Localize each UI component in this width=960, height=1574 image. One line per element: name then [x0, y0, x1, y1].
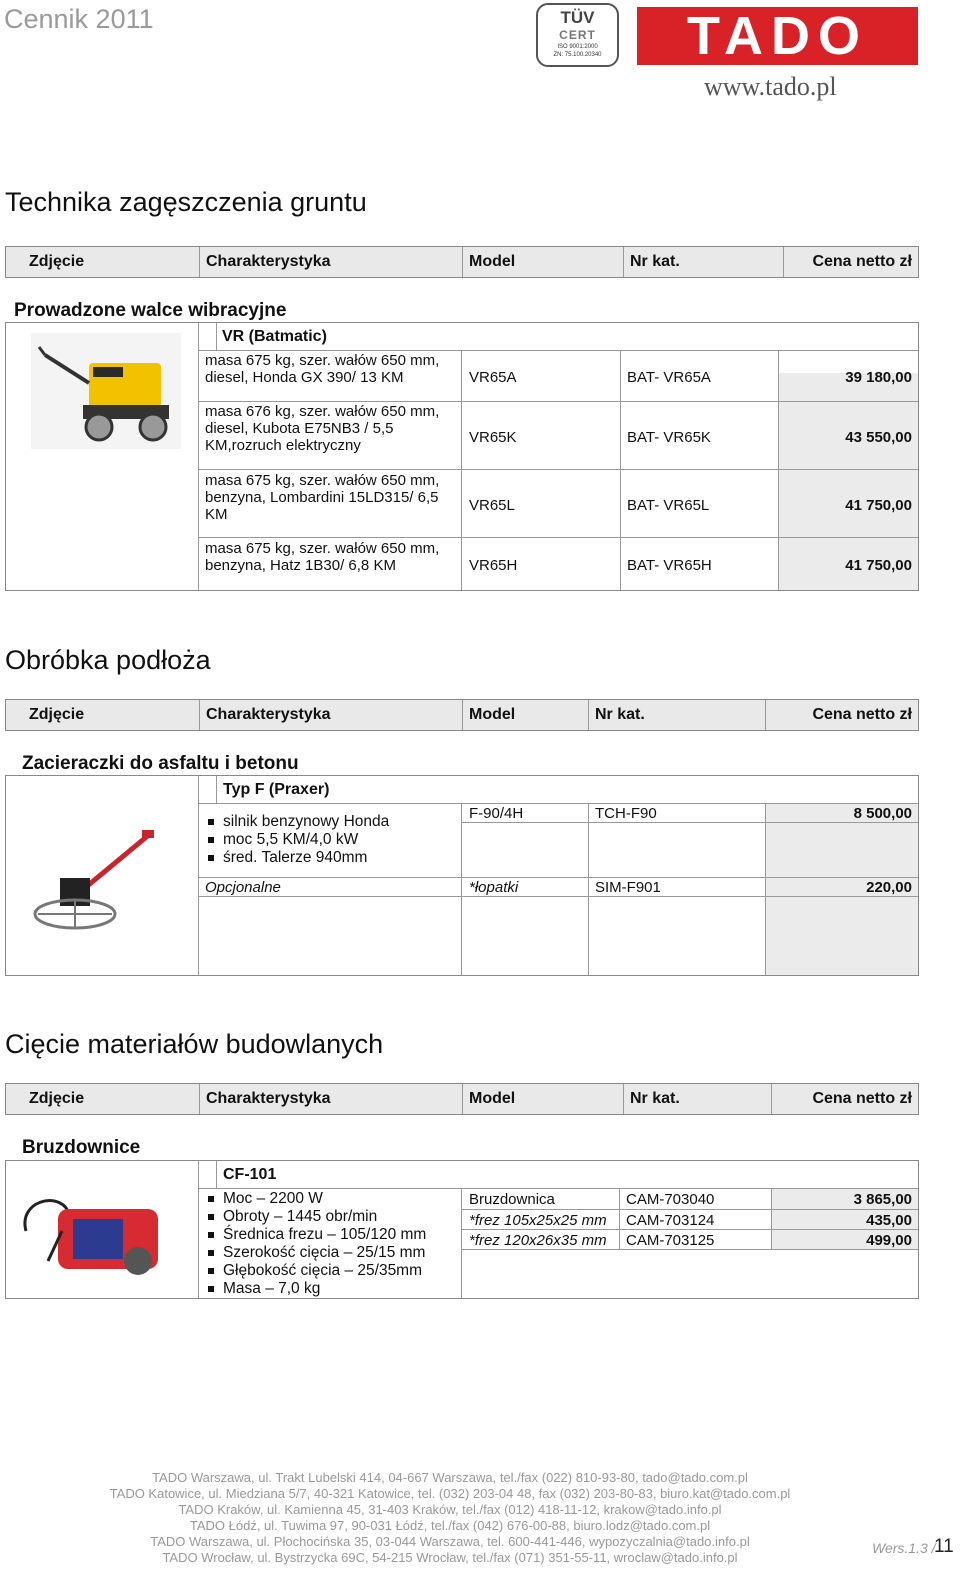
- group-title-wall-chasers: Bruzdownice: [22, 1137, 141, 1158]
- tuv-cert-text: CERT: [559, 28, 596, 42]
- subhead-cf-101: CF-101: [223, 1166, 277, 1183]
- table-header: [5, 1083, 919, 1115]
- table-header: [5, 699, 919, 731]
- header-photo: Zdjęcie: [29, 1090, 85, 1107]
- row-price: 499,00: [866, 1232, 912, 1249]
- footer-address: TADO Katowice, ul. Miedziana 5/7, 40-321 Katowice, tel. (032) 203-04 48, fax (032) 203-80-83, biuro.kat@tado.com.pl: [109, 1486, 791, 1501]
- header-photo: Zdjęcie: [29, 706, 85, 723]
- row-price: 8 500,00: [853, 805, 912, 822]
- spec-item: silnik benzynowy Honda: [205, 813, 455, 831]
- header-catalog-number: Nr kat.: [623, 1084, 771, 1114]
- row-catalog-number: CAM-703124: [626, 1212, 715, 1229]
- spec-item: Masa – 7,0 kg: [205, 1280, 461, 1298]
- document-title: Cennik 2011: [4, 4, 154, 34]
- header-characteristics: Charakterystyka: [199, 247, 462, 277]
- trowel-photo: [30, 828, 180, 944]
- section-title-surface-treatment: Obróbka podłoża: [5, 645, 211, 675]
- tuv-logo-text: TÜV: [560, 8, 595, 27]
- row-price: 41 750,00: [845, 497, 912, 514]
- spec-item: śred. Talerze 940mm: [205, 849, 455, 867]
- header-model: Model: [462, 1084, 623, 1114]
- row-catalog-number: BAT- VR65L: [627, 497, 710, 514]
- header-photo: Zdjęcie: [29, 253, 85, 270]
- row-catalog-number: CAM-703125: [626, 1232, 715, 1249]
- row-price: 43 550,00: [845, 429, 912, 446]
- row-optional-label: Opcjonalne: [205, 879, 281, 896]
- footer-address: TADO Wrocław, ul. Bystrzycka 69C, 54-215 Wrocław, tel./fax (071) 351-55-11, wroclaw@tado.info.pl: [162, 1550, 738, 1565]
- header-price: Cena netto zł: [765, 700, 918, 730]
- row-catalog-number: BAT- VR65K: [627, 429, 711, 446]
- row-model: *frez 120x26x35 mm: [469, 1232, 607, 1249]
- header-price: Cena netto zł: [783, 247, 918, 277]
- footer-address: TADO Warszawa, ul. Płochocińska 35, 03-044 Warszawa, tel. 600-441-446, wypozyczalnia@tado.info.pl: [150, 1534, 750, 1549]
- roller-photo: [31, 333, 181, 449]
- row-price: 3 865,00: [853, 1191, 912, 1208]
- row-catalog-number: SIM-F901: [595, 879, 661, 896]
- tuv-zn-text: ZN: 75.100.20340: [553, 52, 602, 58]
- wall-chaser-photo: [18, 1191, 168, 1286]
- row-model: VR65K: [469, 429, 517, 446]
- header-characteristics: Charakterystyka: [199, 1084, 462, 1114]
- page-number: 11: [934, 1536, 954, 1557]
- header-catalog-number: Nr kat.: [588, 700, 765, 730]
- row-characteristics: masa 675 kg, szer. wałów 650 mm, diesel, Honda GX 390/ 13 KM: [205, 352, 440, 386]
- row-model: F-90/4H: [469, 805, 524, 822]
- table-header: [5, 246, 919, 278]
- spec-item: Średnica frezu – 105/120 mm: [205, 1226, 461, 1244]
- row-catalog-number: CAM-703040: [626, 1191, 715, 1208]
- wall-chaser-spec-list: [205, 1190, 461, 1298]
- document-version: Wers.1.3 /: [872, 1540, 936, 1556]
- product-table-wall-chasers: [5, 1160, 919, 1299]
- row-price: 41 750,00: [845, 557, 912, 574]
- spec-item: Głębokość cięcia – 25/35mm: [205, 1262, 461, 1280]
- product-table-trowels: [5, 775, 919, 976]
- group-title-vibratory-rollers: Prowadzone walce wibracyjne: [14, 300, 287, 321]
- product-table-rollers: [5, 322, 919, 591]
- row-catalog-number: BAT- VR65A: [627, 369, 711, 386]
- tuv-cert-logo: [536, 3, 619, 67]
- footer-address: TADO Łódź, ul. Tuwima 97, 90-031 Łódź, tel./fax (042) 676-00-88, biuro.lodz@tado.com.pl: [189, 1518, 711, 1533]
- section-title-soil-compaction: Technika zagęszczenia gruntu: [5, 187, 367, 217]
- tado-website-link[interactable]: www.tado.pl: [704, 72, 837, 101]
- row-model: VR65H: [469, 557, 518, 574]
- tuv-iso-text: ISO 9001:2000: [557, 44, 598, 50]
- row-price: 220,00: [866, 879, 912, 896]
- header-model: Model: [462, 700, 588, 730]
- row-price: 435,00: [866, 1212, 912, 1229]
- trowel-spec-list: [205, 813, 455, 867]
- header-characteristics: Charakterystyka: [199, 700, 462, 730]
- row-model: Bruzdownica: [469, 1191, 555, 1208]
- row-price: 39 180,00: [845, 369, 912, 386]
- row-model: VR65A: [469, 369, 517, 386]
- row-characteristics: masa 675 kg, szer. wałów 650 mm, benzyna, Lombardini 15LD315/ 6,5 KM: [205, 472, 440, 523]
- row-catalog-number: BAT- VR65H: [627, 557, 712, 574]
- row-catalog-number: TCH-F90: [595, 805, 657, 822]
- row-characteristics: masa 675 kg, szer. wałów 650 mm, benzyna, Hatz 1B30/ 6,8 KM: [205, 540, 440, 574]
- spec-item: Szerokość cięcia – 25/15 mm: [205, 1244, 461, 1262]
- section-title-cutting: Cięcie materiałów budowlanych: [5, 1029, 384, 1059]
- spec-item: Moc – 2200 W: [205, 1190, 461, 1208]
- tado-logo: TADO: [637, 7, 918, 65]
- row-model: *łopatki: [469, 879, 519, 896]
- header-model: Model: [462, 247, 623, 277]
- spec-item: moc 5,5 KM/4,0 kW: [205, 831, 455, 849]
- footer-address: TADO Warszawa, ul. Trakt Lubelski 414, 04-667 Warszawa, tel./fax (022) 810-93-80, tado@tado.com.pl: [152, 1470, 748, 1485]
- subhead-vr-batmatic: VR (Batmatic): [222, 328, 327, 345]
- row-model: *frez 105x25x25 mm: [469, 1212, 607, 1229]
- spec-item: Obroty – 1445 obr/min: [205, 1208, 461, 1226]
- group-title-power-trowels: Zacieraczki do asfaltu i betonu: [22, 753, 299, 774]
- row-model: VR65L: [469, 497, 515, 514]
- header-price: Cena netto zł: [771, 1084, 918, 1114]
- subhead-type-f-praxer: Typ F (Praxer): [223, 781, 330, 798]
- row-characteristics: masa 676 kg, szer. wałów 650 mm, diesel, Kubota E75NB3 / 5,5 KM,rozruch elektryczny: [205, 403, 440, 454]
- header-catalog-number: Nr kat.: [623, 247, 783, 277]
- footer-address: TADO Kraków, ul. Kamienna 45, 31-403 Kraków, tel./fax (012) 418-11-12, krakow@tado.info.pl: [178, 1502, 722, 1517]
